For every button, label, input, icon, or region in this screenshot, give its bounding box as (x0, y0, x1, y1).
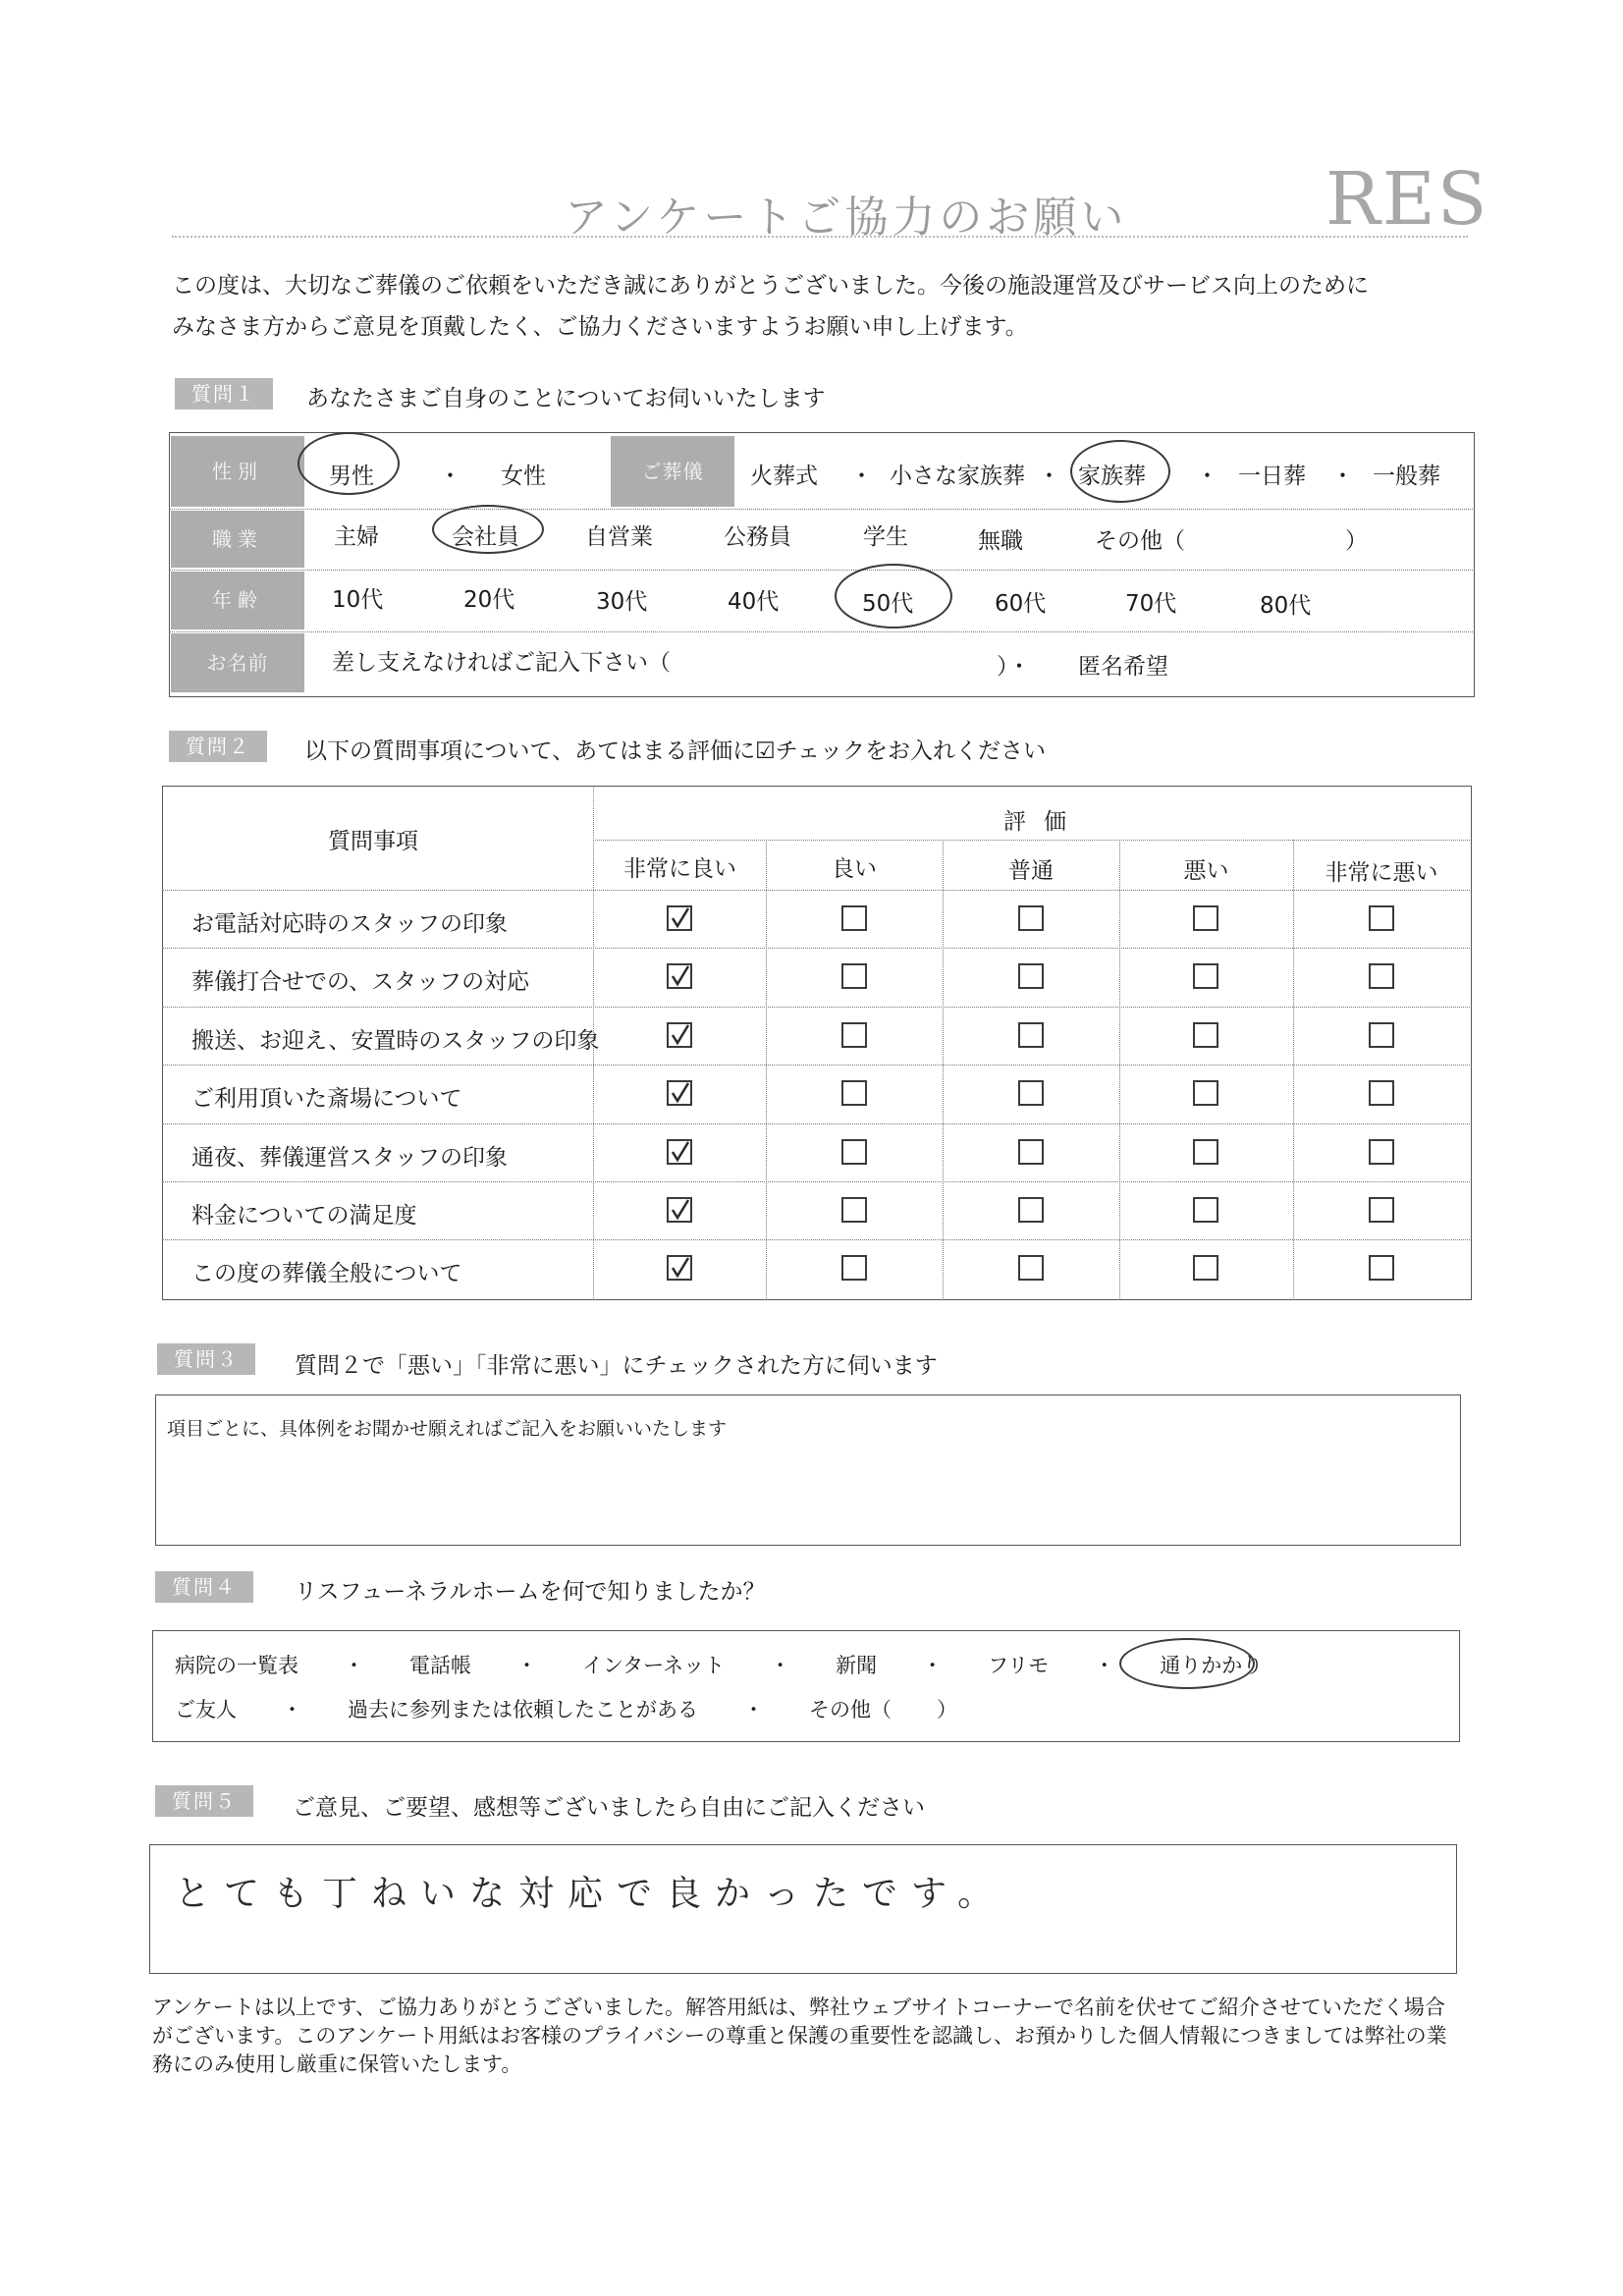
rating-checkbox[interactable] (1369, 1022, 1394, 1048)
checkmark-icon (669, 965, 690, 987)
q1-row-divider (169, 631, 1473, 632)
separator: ・ (1196, 464, 1218, 489)
name-prompt: 差し支えなければご記入下さい（ (332, 650, 671, 676)
rating-checkbox[interactable] (1193, 1022, 1218, 1048)
q2-col-item-header: 質問事項 (328, 829, 418, 854)
rating-header-average: 普通 (1008, 858, 1054, 884)
job-option-civil-servant[interactable]: 公務員 (724, 524, 791, 550)
footer-line-3: 務にのみ使用し厳重に保管いたします。 (152, 2052, 522, 2076)
age-option-80s[interactable]: 80代 (1260, 593, 1312, 619)
rating-checkbox[interactable] (667, 963, 692, 989)
page-title: アンケートご協力のお願い (565, 192, 1128, 243)
q2-row-item: 通夜、葬儀運営スタッフの印象 (191, 1144, 508, 1171)
rating-checkbox[interactable] (841, 1255, 867, 1281)
company-logo: RES (1325, 157, 1489, 242)
rating-checkbox[interactable] (1369, 1197, 1394, 1223)
separator: ・ (850, 464, 873, 489)
rating-checkbox[interactable] (1369, 1139, 1394, 1165)
rating-checkbox[interactable] (1018, 1255, 1044, 1281)
source-option[interactable]: 通りかかり (1160, 1654, 1264, 1677)
q2-col-divider (1293, 840, 1294, 1298)
q3-text: 質問２で「悪い」「非常に悪い」にチェックされた方に伺います (295, 1353, 938, 1379)
job-label: 職業 (171, 511, 304, 568)
job-option-company-employee[interactable]: 会社員 (452, 524, 519, 550)
q5-text: ご意見、ご要望、感想等ございましたら自由にご記入ください (293, 1795, 925, 1821)
q1-row-divider (169, 509, 1473, 510)
q2-row-item: 料金についての満足度 (191, 1203, 417, 1229)
rating-checkbox[interactable] (1193, 963, 1218, 989)
rating-checkbox[interactable] (1369, 963, 1394, 989)
checkmark-icon (669, 1257, 690, 1279)
q2-row-item: この度の葬儀全般について (191, 1261, 462, 1287)
funeral-option-general[interactable]: 一般葬 (1373, 464, 1440, 489)
q2-row-item: ご利用頂いた斎場について (191, 1086, 462, 1113)
separator: ・ (1038, 464, 1060, 489)
job-option-student[interactable]: 学生 (863, 524, 908, 550)
source-option[interactable]: ご友人 (175, 1698, 237, 1722)
q2-row-divider (162, 1065, 1470, 1066)
rating-checkbox[interactable] (1018, 1080, 1044, 1106)
separator: ・ (1331, 464, 1354, 489)
rating-checkbox[interactable] (667, 1255, 692, 1281)
q2-row-divider (162, 1123, 1470, 1124)
intro-line-1: この度は、大切なご葬儀のご依頼をいただき誠にありがとうございました。今後の施設運営及びサービス向上のために (172, 273, 1369, 299)
rating-checkbox[interactable] (841, 1197, 867, 1223)
q4-selection-circle (1119, 1638, 1255, 1689)
footer-note (152, 1994, 1458, 2079)
q3-label: 質問３ (157, 1343, 255, 1375)
rating-checkbox[interactable] (1369, 1255, 1394, 1281)
intro-line-2: みなさま方からご意見を頂戴したく、ご協力くださいますようお願い申し上げます。 (172, 314, 1028, 340)
q2-col-divider (943, 840, 944, 1298)
source-option[interactable]: 病院の一覧表 (175, 1654, 298, 1677)
q2-row-divider (162, 1239, 1470, 1240)
checkmark-icon (669, 1141, 690, 1163)
source-option[interactable]: 過去に参列または依頼したことがある (348, 1698, 698, 1722)
age-option-30s[interactable]: 30代 (596, 589, 648, 615)
gender-selection-circle (298, 432, 400, 495)
rating-checkbox[interactable] (841, 963, 867, 989)
rating-checkbox[interactable] (1193, 1197, 1218, 1223)
checkmark-icon (669, 1024, 690, 1046)
name-close: ）・ (997, 654, 1031, 680)
footer-line-2: がございます。このアンケート用紙はお客様のプライバシーの尊重と保護の重要性を認識し、お預かりした個人情報につきましては弊社の業 (152, 2024, 1447, 2048)
job-option-other[interactable]: その他（ (1095, 528, 1185, 554)
separator: ・ (922, 1654, 944, 1677)
q2-header-divider (162, 890, 1470, 891)
title-divider (172, 236, 1468, 238)
job-selection-circle (432, 505, 544, 554)
separator: ・ (282, 1698, 302, 1722)
age-selection-circle (835, 564, 952, 629)
rating-checkbox[interactable] (841, 1022, 867, 1048)
q2-row-divider (162, 1181, 1470, 1182)
separator: ・ (439, 464, 461, 489)
rating-checkbox[interactable] (667, 1022, 692, 1048)
age-option-70s[interactable]: 70代 (1125, 591, 1177, 617)
intro-text (172, 265, 1448, 348)
funeral-option-small-family[interactable]: 小さな家族葬 (890, 464, 1025, 489)
funeral-type-label: ご葬儀 (611, 436, 734, 507)
checkmark-icon (669, 1199, 690, 1221)
rating-checkbox[interactable] (667, 1080, 692, 1106)
rating-checkbox[interactable] (1193, 1080, 1218, 1106)
separator: ・ (344, 1654, 364, 1677)
rating-checkbox[interactable] (841, 905, 867, 931)
age-label: 年齢 (171, 572, 304, 629)
rating-checkbox[interactable] (667, 1197, 692, 1223)
q4-options-line-2 (175, 1694, 1002, 1723)
q5-handwritten-answer: とても丁ねいな対応で良かったです。 (175, 1874, 1007, 1914)
q2-eval-divider (593, 840, 1470, 841)
source-option[interactable]: 新聞 (836, 1654, 878, 1677)
rating-checkbox[interactable] (1369, 905, 1394, 931)
q4-text: リスフューネラルホームを何で知りましたか？ (295, 1579, 766, 1605)
q4-label: 質問４ (155, 1571, 253, 1603)
job-option-self-employed[interactable]: 自営業 (585, 524, 653, 550)
rating-checkbox[interactable] (667, 905, 692, 931)
footer-line-1: アンケートは以上です、ご協力ありがとうございました。解答用紙は、弊社ウェブサイトコーナーで名前を伏せてご紹介させていただく場合 (152, 1995, 1445, 2019)
funeral-option-cremation[interactable]: 火葬式 (750, 464, 818, 489)
rating-checkbox[interactable] (841, 1139, 867, 1165)
checkmark-icon (669, 1082, 690, 1104)
q1-label: 質問１ (175, 378, 273, 410)
name-anonymous-option[interactable]: 匿名希望 (1078, 654, 1168, 680)
source-option[interactable]: ） (937, 1698, 957, 1722)
q2-col-eval-header: 評価 (1003, 809, 1084, 835)
age-option-40s[interactable]: 40代 (728, 589, 780, 615)
q1-text: あなたさまご自身のことについてお伺いいたします (306, 386, 826, 411)
rating-checkbox[interactable] (667, 1139, 692, 1165)
q2-row-divider (162, 948, 1470, 949)
q2-col-divider (766, 840, 767, 1298)
q2-row-item: 搬送、お迎え、安置時のスタッフの印象 (191, 1027, 600, 1054)
q4-options-box (152, 1630, 1460, 1742)
age-option-60s[interactable]: 60代 (995, 591, 1047, 617)
age-option-50s[interactable]: 50代 (862, 591, 914, 617)
rating-checkbox[interactable] (1193, 905, 1218, 931)
rating-header-very-bad: 非常に悪い (1325, 860, 1438, 886)
separator: ・ (1094, 1654, 1115, 1677)
name-label: お名前 (171, 633, 304, 692)
funeral-option-one-day[interactable]: 一日葬 (1238, 464, 1306, 489)
checkmark-icon (669, 907, 690, 929)
gender-label: 性別 (171, 436, 304, 507)
q3-prompt: 項目ごとに、具体例をお聞かせ願えればご記入をお願いいたします (167, 1418, 728, 1440)
separator: ・ (770, 1654, 791, 1677)
rating-checkbox[interactable] (1193, 1139, 1218, 1165)
q5-label: 質問５ (155, 1785, 253, 1817)
q2-row-item: 葬儀打合せでの、スタッフの対応 (191, 969, 530, 996)
rating-header-bad: 悪い (1183, 858, 1229, 884)
rating-checkbox[interactable] (1018, 1197, 1044, 1223)
source-option[interactable]: インターネット (582, 1654, 726, 1677)
rating-checkbox[interactable] (1193, 1255, 1218, 1281)
rating-checkbox[interactable] (1018, 1139, 1044, 1165)
separator: ・ (516, 1654, 537, 1677)
q2-row-divider (162, 1007, 1470, 1008)
age-option-20s[interactable]: 20代 (463, 587, 515, 613)
job-other-close: ） (1345, 528, 1368, 554)
funeral-option-family[interactable]: 家族葬 (1078, 464, 1146, 489)
source-option[interactable]: フリモ (988, 1654, 1050, 1677)
gender-option-male[interactable]: 男性 (329, 464, 374, 489)
job-option-housewife[interactable]: 主婦 (334, 524, 379, 550)
q2-row-item: お電話対応時のスタッフの印象 (191, 911, 508, 937)
source-option[interactable]: 電話帳 (409, 1654, 471, 1677)
rating-header-very-good: 非常に良い (623, 856, 736, 882)
rating-checkbox[interactable] (1018, 905, 1044, 931)
separator: ・ (743, 1698, 764, 1722)
q1-row-divider (169, 570, 1473, 571)
source-option[interactable]: その他（ (809, 1698, 892, 1722)
rating-checkbox[interactable] (1369, 1080, 1394, 1106)
funeral-selection-circle (1070, 440, 1170, 503)
rating-checkbox[interactable] (1018, 963, 1044, 989)
rating-header-good: 良い (832, 856, 877, 882)
job-option-unemployed[interactable]: 無職 (978, 528, 1023, 554)
q2-col-divider (1119, 840, 1120, 1298)
rating-checkbox[interactable] (1018, 1022, 1044, 1048)
age-option-10s[interactable]: 10代 (332, 587, 384, 613)
gender-option-female[interactable]: 女性 (501, 464, 546, 489)
q2-text: 以下の質問事項について、あてはまる評価に☑チェックをお入れください (304, 738, 1047, 764)
q2-label: 質問２ (169, 731, 267, 762)
rating-checkbox[interactable] (841, 1080, 867, 1106)
